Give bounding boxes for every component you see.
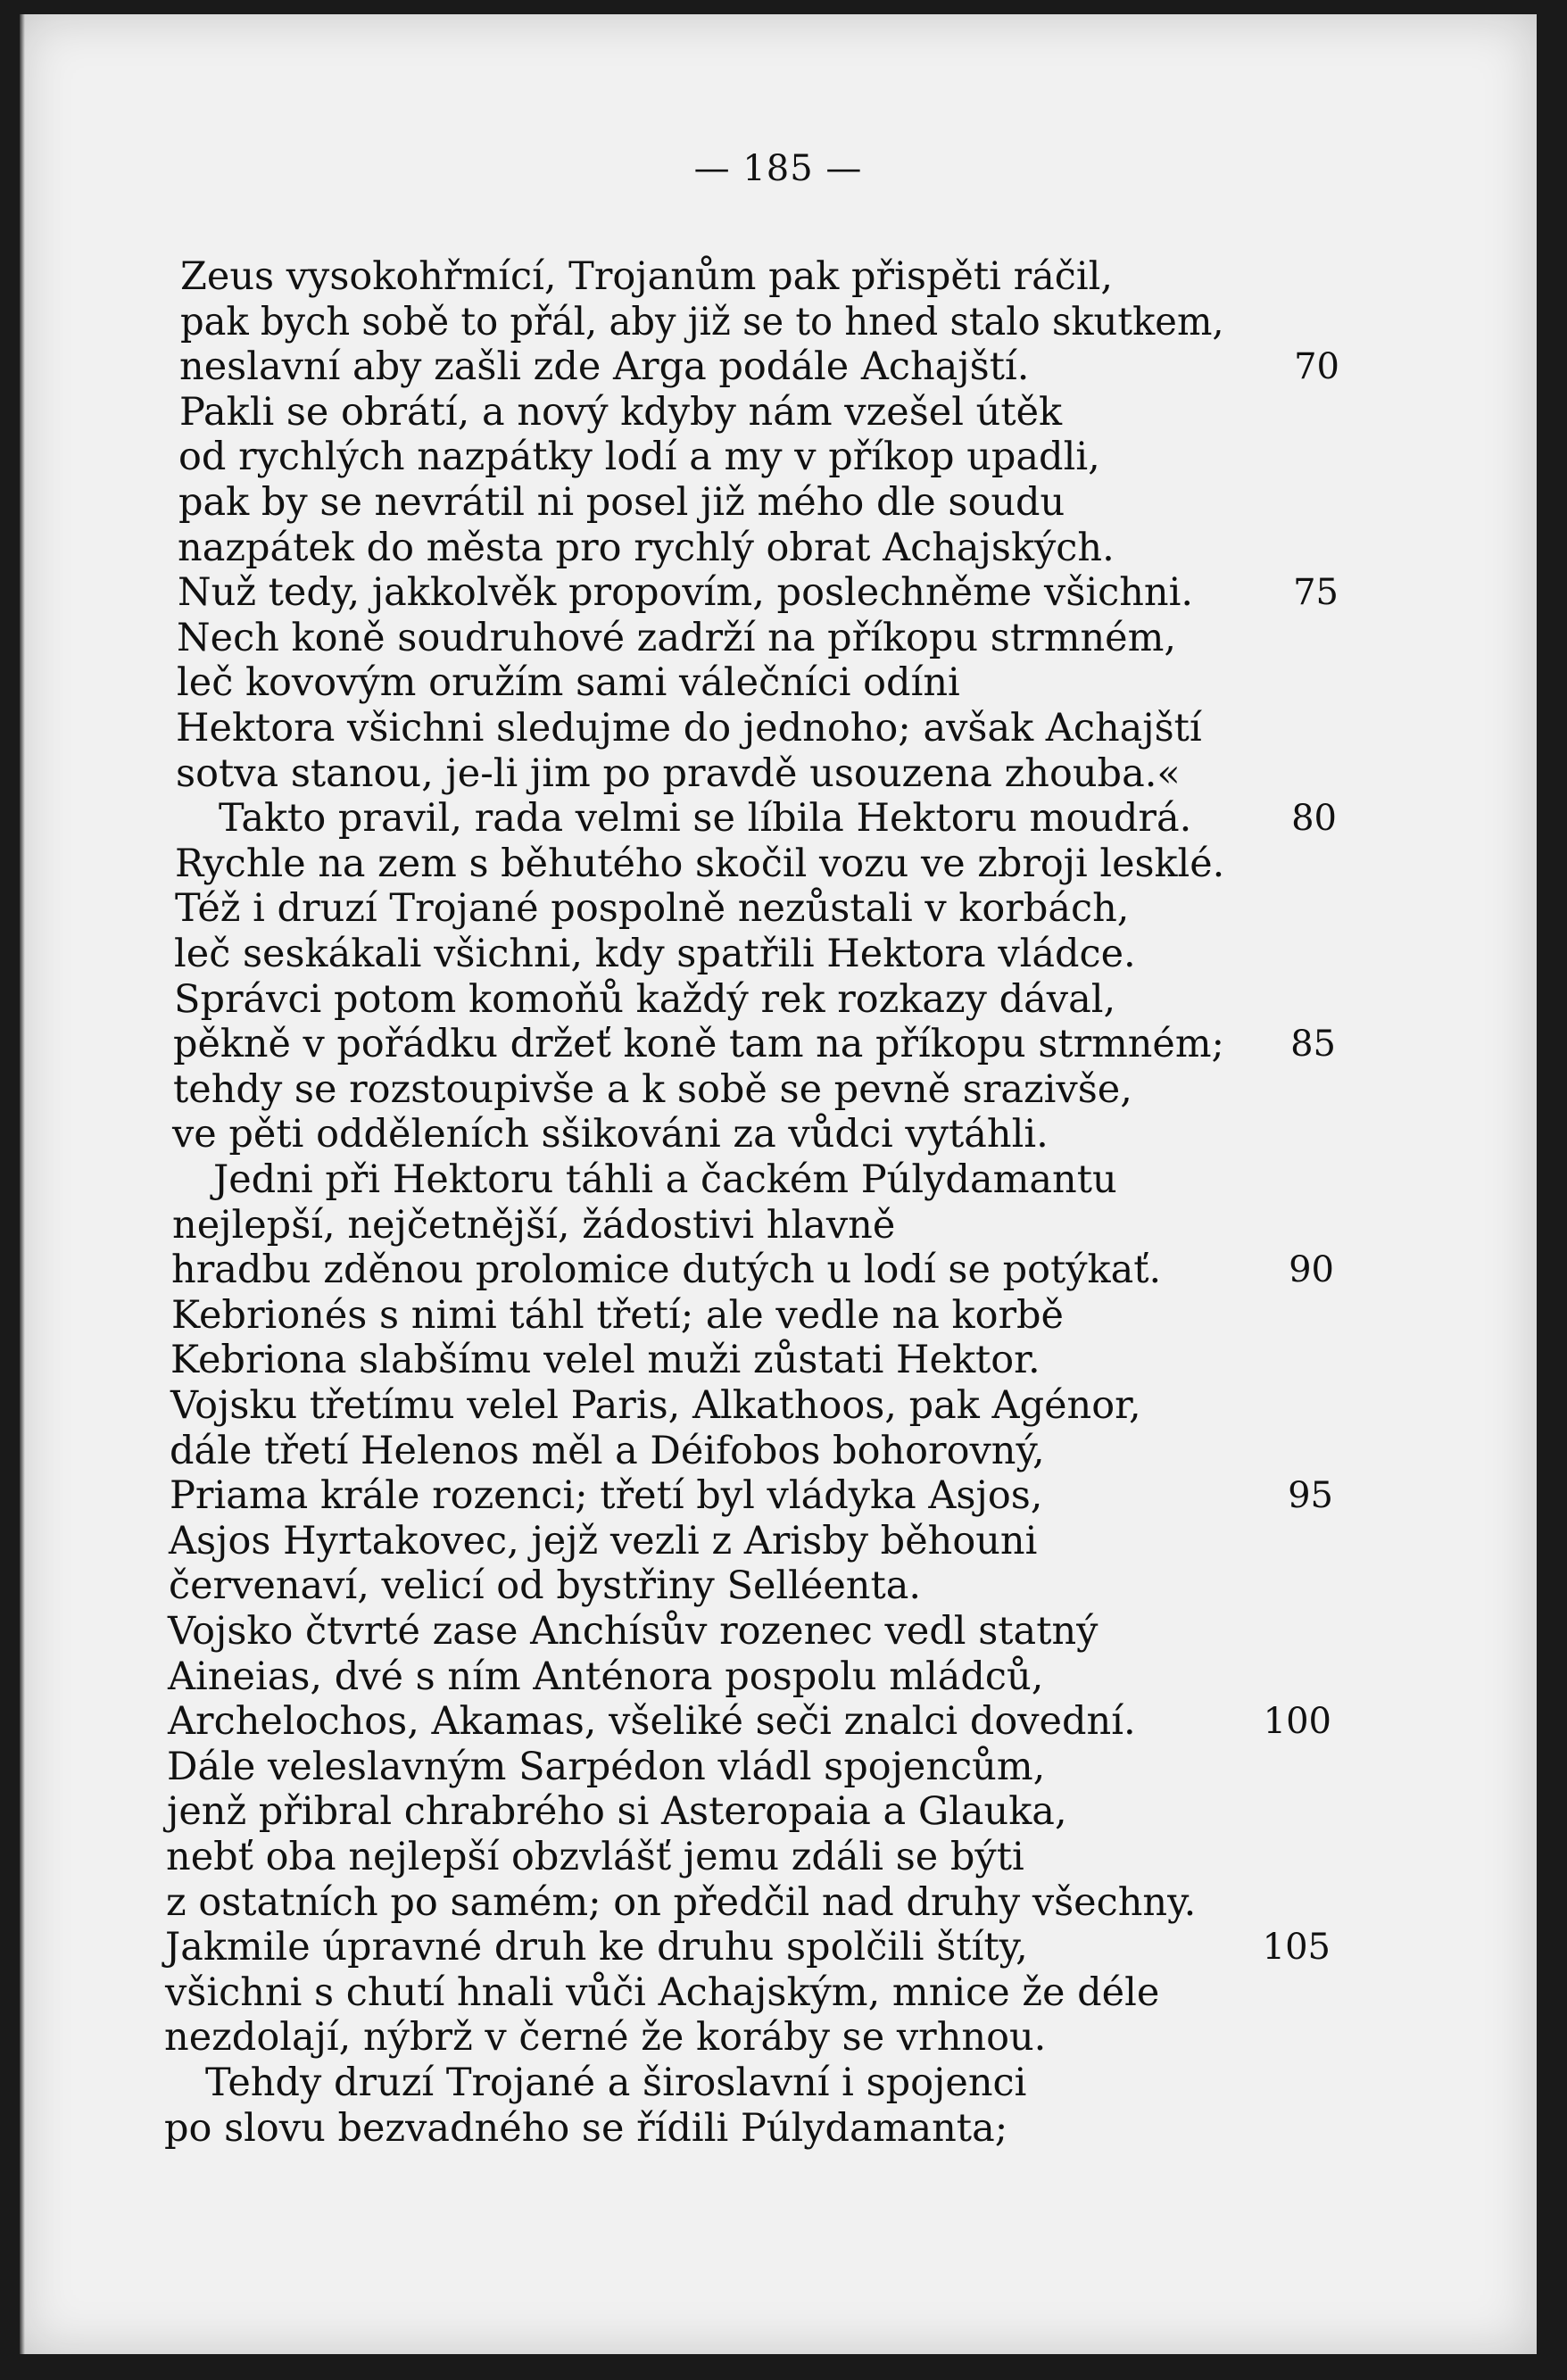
verse-line xyxy=(20,1292,1537,1339)
verse-line xyxy=(20,1879,1537,1926)
verse-text: Kebrionés s nimi táhl třetí; ale vedle na korbě xyxy=(171,1292,1065,1338)
verse-line xyxy=(20,1654,1537,1700)
verse-line xyxy=(20,795,1537,842)
verse-text: tehdy se rozstoupivše a k sobě se pevně srazivše, xyxy=(173,1066,1132,1112)
verse-text: Rychle na zem s běhutého skočil vozu ve zbroji lesklé. xyxy=(175,841,1225,886)
verse-line xyxy=(20,2014,1537,2061)
verse-line xyxy=(20,299,1537,345)
verse-text: Nech koně soudruhové zadrží na příkopu strmném, xyxy=(177,615,1177,660)
verse-text: Vojsku třetímu velel Paris, Alkathoos, pak Agénor, xyxy=(170,1383,1141,1428)
verse-line xyxy=(20,885,1537,932)
verse-line-number: 80 xyxy=(1291,798,1337,840)
verse-line xyxy=(20,841,1537,887)
verse-text: všichni s chutí hnali vůči Achajským, mnice že déle xyxy=(165,1970,1160,2015)
verse-line xyxy=(20,1563,1537,1609)
verse-text: Správci potom komoňů každý rek rozkazy dával, xyxy=(174,976,1116,1022)
verse-text: od rychlých nazpátky lodí a my v příkop upadli, xyxy=(178,435,1100,480)
verse-text: Nuž tedy, jakkolvěk propovím, poslechněme všichni. xyxy=(178,570,1194,616)
verse-text: neslavní aby zašli zde Arga podále Achajští. xyxy=(179,344,1030,390)
verse-text: Jakmile úpravné druh ke druhu spolčili štíty, xyxy=(165,1925,1028,1970)
verse-text: Zeus vysokohřmící, Trojanům pak přispěti ráčil, xyxy=(180,254,1114,299)
verse-line xyxy=(20,1744,1537,1790)
verse-text: červenaví, velicí od bystřiny Selléenta. xyxy=(169,1563,922,1609)
verse-line xyxy=(20,479,1537,526)
verse-line xyxy=(20,705,1537,751)
verse-line xyxy=(20,615,1537,661)
verse-line xyxy=(20,931,1537,977)
verse-line xyxy=(20,253,1537,300)
verse-text: Archelochos, Akamas, všeliké seči znalci dovední. xyxy=(168,1699,1136,1745)
verse-text: jenž přibral chrabrého si Asteropaia a Glauka, xyxy=(167,1789,1067,1835)
verse-line xyxy=(20,1608,1537,1654)
verse-text: pak by se nevrátil ni posel již mého dle soudu xyxy=(178,480,1065,525)
verse-line xyxy=(20,1337,1537,1383)
verse-line xyxy=(20,1834,1537,1880)
verse-line xyxy=(20,750,1537,797)
verse-line xyxy=(20,434,1537,480)
verse-text: Tehdy druzí Trojané a široslavní i spojenci xyxy=(205,2061,1027,2105)
verse-line xyxy=(20,1472,1537,1519)
verse-text: nejlepší, nejčetnější, žádostivi hlavně xyxy=(172,1202,896,1248)
verse-line xyxy=(20,1021,1537,1067)
verse-text: Též i druzí Trojané pospolně nezůstali v korbách, xyxy=(175,886,1130,932)
verse-text: Takto pravil, rada velmi se líbila Hektoru moudrá. xyxy=(219,796,1192,842)
verse-line xyxy=(20,1202,1537,1248)
verse-text: nazpátek do města pro rychlý obrat Achajských. xyxy=(178,525,1115,570)
verse-text: pak bych sobě to přál, aby již se to hned stalo skutkem, xyxy=(180,299,1224,344)
verse-text: Kebriona slabšímu velel muži zůstati Hektor. xyxy=(170,1338,1041,1383)
verse-line xyxy=(20,1111,1537,1157)
verse-line-number: 95 xyxy=(1288,1475,1333,1517)
verse-text: sotva stanou, je-li jim po pravdě usouzena zhouba.« xyxy=(176,750,1181,796)
verse-text: pěkně v pořádku držeť koně tam na příkopu strmném; xyxy=(173,1022,1224,1067)
verse-text: Priama krále rozenci; třetí byl vládyka Asjos, xyxy=(170,1473,1043,1519)
verse-text: po slovu bezvadného se řídili Púlydamanta; xyxy=(164,2105,1008,2151)
verse-text: Dále veleslavným Sarpédon vládl spojencům, xyxy=(167,1744,1046,1789)
verse-line-number: 85 xyxy=(1290,1024,1336,1066)
verse-line-number: 100 xyxy=(1263,1701,1331,1743)
verse-line-number: 90 xyxy=(1289,1249,1334,1291)
verse-line xyxy=(20,1428,1537,1474)
verse-text: leč seskákali všichni, kdy spatřili Hektora vládce. xyxy=(174,932,1136,976)
verse-line xyxy=(20,1157,1537,1203)
verse-line-number: 75 xyxy=(1293,572,1339,614)
verse-line xyxy=(20,1924,1537,1970)
verse-text: ve pěti odděleních sšikováni za vůdci vytáhli. xyxy=(172,1112,1049,1157)
verse-text: Vojsko čtvrté zase Anchísův rozenec vedl statný xyxy=(168,1609,1099,1654)
verse-line xyxy=(20,1698,1537,1745)
verse-text: z ostatních po samém; on předčil nad druhy všechny. xyxy=(166,1879,1197,1925)
verse-text: Hektora všichni sledujme do jednoho; avšak Achajští xyxy=(176,706,1202,750)
verse-line xyxy=(20,976,1537,1023)
verse-text: dále třetí Helenos měl a Déifobos bohorovný, xyxy=(170,1428,1045,1473)
verse-text: nezdolají, nýbrž v černé že koráby se vrhnou. xyxy=(164,2015,1047,2061)
verse-line xyxy=(20,1788,1537,1835)
verse-line xyxy=(20,1066,1537,1113)
book-page xyxy=(20,14,1537,2354)
verse-line-number: 105 xyxy=(1262,1927,1331,1969)
verse-line xyxy=(20,1518,1537,1564)
verse-line xyxy=(20,1382,1537,1429)
verse-line xyxy=(20,2060,1537,2106)
verse-text: hradbu zděnou prolomice dutých u lodí se potýkať. xyxy=(171,1248,1162,1293)
verse-line xyxy=(20,1247,1537,1293)
verse-text: Aineias, dvé s ním Anténora pospolu mládců, xyxy=(168,1654,1044,1699)
verse-line xyxy=(20,1970,1537,2016)
verse-line xyxy=(20,344,1537,390)
verse-text: Pakli se obrátí, a nový kdyby nám vzešel útěk xyxy=(179,389,1063,435)
verse-line xyxy=(20,525,1537,571)
verse-text: leč kovovým oružím sami válečníci odíni xyxy=(177,660,960,706)
verse-line xyxy=(20,659,1537,706)
verse-line xyxy=(20,2105,1537,2152)
page-number: — 185 — xyxy=(693,148,863,189)
verse-line xyxy=(20,569,1537,616)
verse-line xyxy=(20,389,1537,435)
verse-text: Jedni při Hektoru táhli a čackém Púlydamantu xyxy=(213,1157,1117,1202)
verse-text: Asjos Hyrtakovec, jejž vezli z Arisby běhouni xyxy=(169,1518,1038,1563)
verse-line-number: 70 xyxy=(1294,346,1339,388)
verse-text: nebť oba nejlepší obzvlášť jemu zdáli se býti xyxy=(166,1835,1024,1879)
